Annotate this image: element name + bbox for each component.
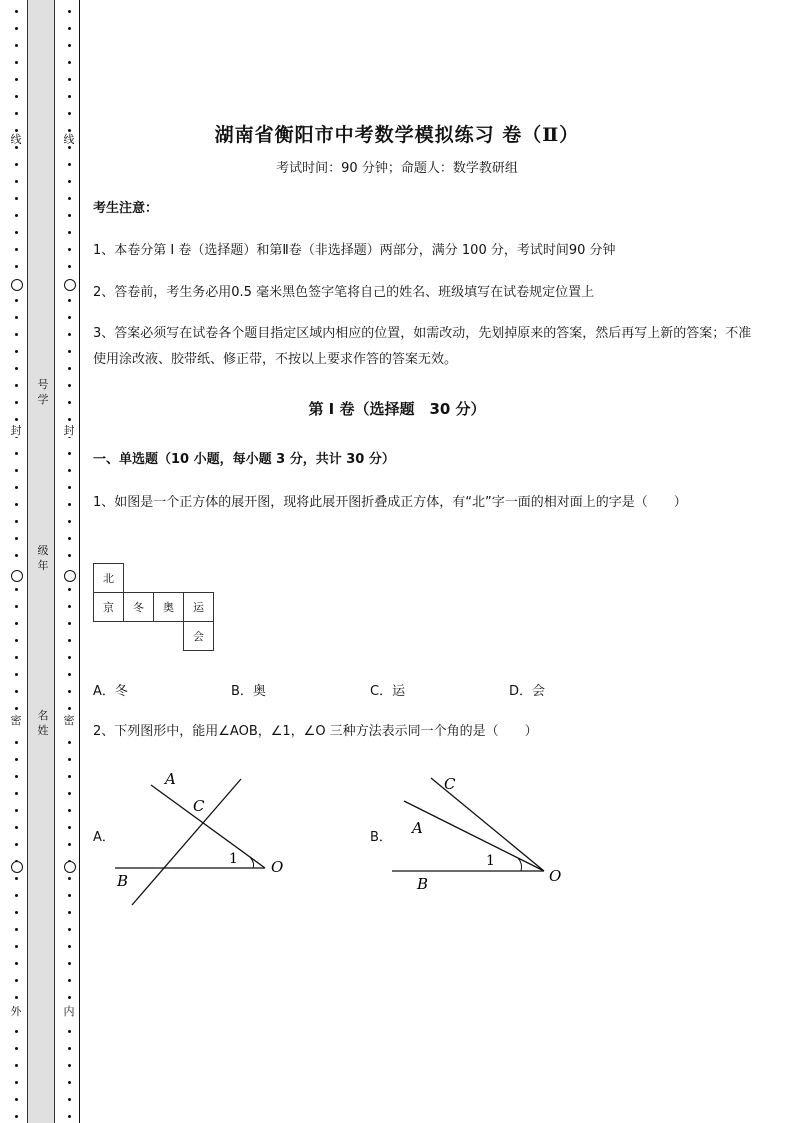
dot (68, 605, 71, 608)
dot (68, 469, 71, 472)
dot (68, 979, 71, 982)
q2-option-a-label[interactable]: A． (93, 830, 115, 845)
dot (15, 231, 18, 234)
dot (68, 945, 71, 948)
net-cell-bottom: 会 (184, 622, 214, 651)
dot (15, 1081, 18, 1084)
dot (68, 231, 71, 234)
dot (15, 707, 18, 710)
dot (68, 537, 71, 540)
dot (68, 1064, 71, 1067)
point-c: C (193, 797, 205, 815)
dot (68, 928, 71, 931)
net-cell: 冬 (124, 593, 154, 622)
dot (68, 656, 71, 659)
net-cell-top: 北 (94, 564, 124, 593)
dot (68, 894, 71, 897)
dot (15, 95, 18, 98)
name-label: 名姓 (37, 709, 49, 737)
dot (15, 758, 18, 761)
dot (68, 554, 71, 557)
dot (68, 622, 71, 625)
right-mark-nei: 内 (63, 1005, 75, 1018)
dot (68, 1047, 71, 1050)
dot (15, 1115, 18, 1118)
net-cell: 奥 (154, 593, 184, 622)
dot (68, 911, 71, 914)
dot (15, 1098, 18, 1101)
notice-heading: 考生注意： (93, 201, 159, 216)
dot (15, 741, 18, 744)
left-mark-xian: 线 (10, 133, 22, 146)
dot (15, 486, 18, 489)
dot (15, 877, 18, 880)
dot (68, 741, 71, 744)
dot (15, 265, 18, 268)
dot (68, 996, 71, 999)
dot (15, 792, 18, 795)
dot (15, 554, 18, 557)
notice-item-3: 3、答案必须写在试卷各个题目指定区域内相应的位置，如需改动，先划掉原来的答案，然后再写上新的答案；不准使用涂改液、胶带纸、修正带，不按以上要求作答的答案无效。 (93, 326, 752, 367)
left-mark-feng: 封 (10, 424, 22, 437)
left-circle (11, 861, 23, 873)
dot (15, 469, 18, 472)
dot (68, 333, 71, 336)
dot (15, 299, 18, 302)
dot (15, 928, 18, 931)
left-mark-wai: 外 (10, 1005, 22, 1018)
question-2-stem: 2、下列图形中，能用∠AOB，∠1，∠O 三种方法表示同一个角的是（ ） (93, 724, 538, 739)
right-circle (64, 861, 76, 873)
dot (68, 877, 71, 880)
dot (15, 503, 18, 506)
dot (68, 707, 71, 710)
dot (68, 792, 71, 795)
dot (68, 299, 71, 302)
point-a: A (412, 819, 423, 837)
dot (68, 588, 71, 591)
dot (15, 979, 18, 982)
left-circle (11, 279, 23, 291)
left-mark-mi: 密 (10, 714, 22, 727)
dot (15, 112, 18, 115)
right-mark-feng: 封 (63, 424, 75, 437)
dot (15, 78, 18, 81)
dot (68, 350, 71, 353)
dot (68, 826, 71, 829)
dot (68, 10, 71, 13)
dot (15, 605, 18, 608)
q1-option-c[interactable]: C．运 (370, 684, 406, 699)
point-b: B (417, 875, 429, 893)
section-title: 第 I 卷（选择题 30 分） (308, 400, 486, 418)
dot (15, 180, 18, 183)
dot (68, 316, 71, 319)
dot (68, 503, 71, 506)
dot (15, 656, 18, 659)
dot (15, 894, 18, 897)
part-heading: 一、单选题（10 小题，每小题 3 分，共计 30 分） (93, 452, 395, 467)
grade-label: 级年 (37, 544, 49, 572)
point-a: A (165, 770, 176, 788)
dot (68, 690, 71, 693)
dot (68, 843, 71, 846)
dot (15, 945, 18, 948)
dot (15, 588, 18, 591)
dot (68, 44, 71, 47)
dot (68, 962, 71, 965)
dot (15, 809, 18, 812)
dot (68, 452, 71, 455)
q1-option-b[interactable]: B．奥 (231, 684, 266, 699)
dot (15, 826, 18, 829)
dot (15, 962, 18, 965)
dot (15, 1030, 18, 1033)
dot (15, 214, 18, 217)
dot (15, 639, 18, 642)
dot (68, 486, 71, 489)
q2-option-b-label[interactable]: B． (370, 830, 392, 845)
dot (68, 112, 71, 115)
point-b: B (117, 872, 129, 890)
dot (15, 384, 18, 387)
dot (68, 1030, 71, 1033)
notice-item-2: 2、答卷前，考生务必用0.5 毫米黑色签字笔将自己的姓名、班级填写在试卷规定位置上 (93, 285, 595, 300)
page-title: 湖南省衡阳市中考数学模拟练习 卷（Ⅱ） (214, 124, 580, 146)
q2-figure-b (388, 765, 578, 900)
dot (68, 520, 71, 523)
student-number-label: 号学 (37, 378, 49, 406)
dot (68, 248, 71, 251)
dot (68, 265, 71, 268)
dot (68, 95, 71, 98)
left-circle (11, 570, 23, 582)
right-circle (64, 279, 76, 291)
q1-option-a[interactable]: A．冬 (93, 684, 128, 699)
dot (15, 197, 18, 200)
right-mark-xian: 线 (63, 133, 75, 146)
dot (15, 537, 18, 540)
dot (15, 333, 18, 336)
dot (15, 911, 18, 914)
dot (15, 1064, 18, 1067)
q1-option-d[interactable]: D．会 (509, 684, 546, 699)
dot (68, 214, 71, 217)
dot (68, 758, 71, 761)
net-cell: 运 (184, 593, 214, 622)
dot (15, 520, 18, 523)
dot (68, 809, 71, 812)
dot (15, 690, 18, 693)
dot (15, 622, 18, 625)
right-circle (64, 570, 76, 582)
dot (68, 673, 71, 676)
exam-info: 考试时间：90 分钟；命题人：数学教研组 (276, 161, 518, 176)
dot (15, 1047, 18, 1050)
dot (68, 775, 71, 778)
dot (15, 316, 18, 319)
q2-figure-a (110, 765, 300, 915)
dot (68, 639, 71, 642)
dot (15, 350, 18, 353)
dot (15, 775, 18, 778)
line-ao (404, 801, 544, 871)
dot (68, 1115, 71, 1118)
angle-1: 1 (486, 853, 495, 869)
point-o: O (271, 858, 284, 876)
right-mark-mi: 密 (63, 714, 75, 727)
dot (68, 384, 71, 387)
point-o: O (549, 867, 562, 885)
dot (68, 180, 71, 183)
dot (15, 367, 18, 370)
dot (68, 27, 71, 30)
dot (68, 197, 71, 200)
net-cell: 京 (94, 593, 124, 622)
line-cross (132, 779, 241, 905)
point-c: C (444, 775, 456, 793)
dot (68, 78, 71, 81)
dot (15, 61, 18, 64)
dot (15, 10, 18, 13)
angle-1: 1 (229, 851, 238, 867)
dot (15, 673, 18, 676)
dot (15, 248, 18, 251)
dot (15, 44, 18, 47)
dot (15, 996, 18, 999)
dot (15, 27, 18, 30)
cube-net (93, 563, 214, 651)
dot (68, 1098, 71, 1101)
dot (68, 61, 71, 64)
notice-item-1: 1、本卷分第 I 卷（选择题）和第Ⅱ卷（非选择题）两部分，满分 100 分，考试时间90 分钟 (93, 243, 616, 258)
dot (68, 1081, 71, 1084)
line-ao (151, 785, 265, 868)
dot (15, 452, 18, 455)
dot (15, 843, 18, 846)
question-1-stem: 1、如图是一个正方体的展开图，现将此展开图折叠成正方体，有“北”字一面的相对面上的字是（ ） (93, 495, 687, 510)
dot (68, 367, 71, 370)
